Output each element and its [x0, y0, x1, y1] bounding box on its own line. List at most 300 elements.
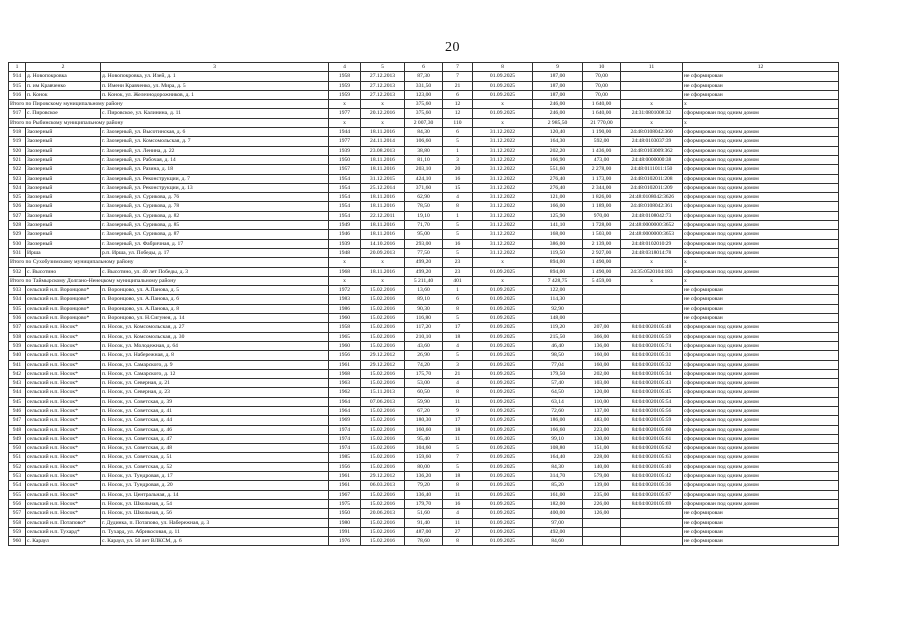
table-cell: п. Конок: [26, 90, 101, 99]
table-cell: 20.09.2013: [361, 248, 405, 257]
table-cell: 84:04:0020105:43: [621, 379, 683, 388]
table-cell: г. Заозерный, ул. Реконструкции, д. 7: [101, 174, 329, 183]
table-cell: сформирован под одним домом: [683, 453, 839, 462]
table-cell: 18.11.2016: [361, 267, 405, 276]
table-cell: не сформирован: [683, 518, 839, 527]
table-row: [9, 193, 839, 202]
table-cell: Заозерный: [26, 221, 101, 230]
table-cell: 31.12.2022: [473, 155, 533, 164]
table-cell: [621, 509, 683, 518]
table-cell: п. Носок, ул. Советская, д. 47: [101, 434, 329, 443]
table-cell: 1954: [329, 202, 361, 211]
table-cell: 929: [9, 230, 26, 239]
table-cell: п. им Кравченко: [26, 81, 101, 90]
table-cell: 1 640,00: [583, 109, 621, 118]
table-cell: сформирован под одним домом: [683, 211, 839, 220]
table-cell: 148,00: [533, 314, 583, 323]
table-cell: с. Пировское, ул. Калинина, д. 11: [101, 109, 329, 118]
table-cell: 940: [9, 351, 26, 360]
table-cell: 938: [9, 332, 26, 341]
table-row: [9, 137, 839, 146]
table-cell: 77,04: [533, 360, 583, 369]
table-cell: 20.06.2013: [361, 509, 405, 518]
table-cell: Заозерный: [26, 193, 101, 202]
table-cell: 46,40: [533, 341, 583, 350]
table-cell: сформирован под одним домом: [683, 267, 839, 276]
table-cell: сельский н.п. Носок*: [26, 472, 101, 481]
table-cell: 77,50: [405, 248, 443, 257]
table-cell: 8: [443, 537, 473, 546]
subtotal-label: Итого по Сухобузимскому муниципальному району: [9, 258, 329, 267]
table-cell: 78,50: [405, 202, 443, 211]
table-cell: 84:04:0020105:74: [621, 341, 683, 350]
table-cell: 24:48:0108042:360: [621, 128, 683, 137]
table-cell: 1960: [329, 341, 361, 350]
table-cell: 1969: [329, 416, 361, 425]
table-cell: 1954: [329, 183, 361, 192]
subtotal-cell: x: [361, 258, 405, 267]
table-cell: 928: [9, 221, 26, 230]
table-cell: 01.09.2025: [473, 537, 533, 546]
table-cell: 202,20: [533, 146, 583, 155]
table-cell: г. Заозерный, ул. Сурикова, д. 85: [101, 221, 329, 230]
table-cell: 24:48:0103009:362: [621, 146, 683, 155]
table-row: [9, 518, 839, 527]
table-cell: 67,20: [405, 406, 443, 415]
table-cell: 84:04:0020105:56: [621, 406, 683, 415]
table-cell: не сформирован: [683, 527, 839, 536]
table-cell: 15.02.2016: [361, 490, 405, 499]
table-cell: [621, 90, 683, 99]
table-cell: 2 344,00: [583, 183, 621, 192]
table-cell: 15.02.2016: [361, 341, 405, 350]
table-cell: [621, 286, 683, 295]
table-cell: 31.12.2022: [473, 248, 533, 257]
table-cell: сформирован под одним домом: [683, 323, 839, 332]
table-cell: не сформирован: [683, 81, 839, 90]
table-cell: сельский н.п. Носок*: [26, 481, 101, 490]
subtotal-cell: 12: [443, 100, 473, 109]
table-cell: 18.11.2016: [361, 165, 405, 174]
table-cell: не сформирован: [683, 314, 839, 323]
table-cell: 930: [9, 239, 26, 248]
table-cell: сельский н.п. Носок*: [26, 499, 101, 508]
table-cell: сформирован под одним домом: [683, 332, 839, 341]
table-cell: сформирован под одним домом: [683, 397, 839, 406]
table-cell: 01.09.2025: [473, 406, 533, 415]
table-cell: 121,00: [533, 193, 583, 202]
table-cell: 84:04:0020105:54: [621, 397, 683, 406]
table-cell: 27.12.2013: [361, 72, 405, 81]
table-cell: [583, 537, 621, 546]
column-header: 4: [329, 63, 361, 72]
table-cell: 1985: [329, 453, 361, 462]
table-cell: 933: [9, 286, 26, 295]
table-cell: 31.12.2022: [473, 239, 533, 248]
table-cell: 70,00: [583, 81, 621, 90]
table-cell: 492,00: [533, 527, 583, 536]
subtotal-label: Итого по Пировскому муниципальному району: [9, 100, 329, 109]
table-row: [9, 434, 839, 443]
table-cell: 592,00: [583, 137, 621, 146]
subtotal-cell: 401: [443, 276, 473, 285]
table-cell: 924: [9, 183, 26, 192]
table-cell: сельский н.п. Носок*: [26, 416, 101, 425]
table-cell: 959: [9, 527, 26, 536]
subtotal-cell: x: [329, 258, 361, 267]
subtotal-cell: x: [683, 100, 839, 109]
table-cell: 01.09.2025: [473, 425, 533, 434]
table-cell: сформирован под одним домом: [683, 137, 839, 146]
table-cell: сформирован под одним домом: [683, 369, 839, 378]
table-cell: сформирован под одним домом: [683, 406, 839, 415]
table-cell: 15.11.2013: [361, 388, 405, 397]
table-cell: п. Носок, ул. Советская, д. 51: [101, 453, 329, 462]
table-cell: 499,20: [405, 267, 443, 276]
table-cell: сформирован под одним домом: [683, 472, 839, 481]
table-cell: 5: [443, 230, 473, 239]
subtotal-cell: 375,60: [405, 100, 443, 109]
table-cell: 15.02.2016: [361, 295, 405, 304]
table-cell: 1 189,00: [583, 202, 621, 211]
table-cell: 01.09.2025: [473, 90, 533, 99]
table-cell: 180,30: [405, 416, 443, 425]
table-cell: п. Носок, ул. Молодежная, д. 64: [101, 341, 329, 350]
table-cell: не сформирован: [683, 304, 839, 313]
column-header: 6: [405, 63, 443, 72]
subtotal-cell: x: [621, 276, 683, 285]
table-cell: сформирован под одним домом: [683, 360, 839, 369]
table-cell: 9: [443, 406, 473, 415]
table-cell: 186,00: [533, 416, 583, 425]
table-row: [9, 155, 839, 164]
table-cell: 70,00: [583, 72, 621, 81]
table-cell: сформирован под одним домом: [683, 490, 839, 499]
table-cell: сформирован под одним домом: [683, 230, 839, 239]
table-cell: 164,40: [533, 453, 583, 462]
table-cell: 952: [9, 462, 26, 471]
table-cell: 24:48:0000000:3653: [621, 230, 683, 239]
table-cell: 1 173,00: [583, 174, 621, 183]
table-cell: д. Новопокровка: [26, 72, 101, 81]
table-cell: сельский н.п. Носок*: [26, 360, 101, 369]
table-cell: 8: [443, 304, 473, 313]
table-cell: 15.02.2016: [361, 537, 405, 546]
subtotal-cell: 21 770,00: [583, 118, 621, 127]
table-cell: 84:04:0020105:36: [621, 481, 683, 490]
table-cell: Заозерный: [26, 211, 101, 220]
table-cell: г. Заозерный, ул. Сурикова, д. 78: [101, 202, 329, 211]
subtotal-cell: 894,00: [533, 258, 583, 267]
table-cell: сформирован под одним домом: [683, 155, 839, 164]
table-cell: 293,00: [405, 239, 443, 248]
table-cell: сформирован под одним домом: [683, 165, 839, 174]
table-cell: 24:48:0108042:73: [621, 211, 683, 220]
table-cell: 136,40: [405, 490, 443, 499]
table-cell: 84:04:0020105:31: [621, 351, 683, 360]
table-cell: п. Носок, ул. Школьная, д. 56: [101, 509, 329, 518]
table-cell: п. Носок, ул. Северная, д. 23: [101, 388, 329, 397]
table-cell: [621, 537, 683, 546]
column-header: 10: [583, 63, 621, 72]
table-cell: 13,60: [405, 286, 443, 295]
table-cell: 31.12.2022: [473, 146, 533, 155]
table-cell: 01.09.2025: [473, 332, 533, 341]
table-cell: 15.02.2016: [361, 286, 405, 295]
table-row: [9, 462, 839, 471]
table-row: [9, 72, 839, 81]
table-cell: [583, 295, 621, 304]
table-cell: 24:48:0000000:3652: [621, 221, 683, 230]
table-cell: 276,40: [533, 183, 583, 192]
table-cell: 15.02.2016: [361, 518, 405, 527]
table-cell: 99,10: [533, 434, 583, 443]
table-cell: 122,00: [533, 286, 583, 295]
table-cell: 31.12.2022: [473, 165, 533, 174]
table-row: [9, 267, 839, 276]
column-header: 3: [101, 63, 329, 72]
table-cell: 136,00: [583, 341, 621, 350]
table-cell: 01.09.2025: [473, 434, 533, 443]
table-cell: г. Дудинка, п. Потапово, ул. Набережная, д. 3: [101, 518, 329, 527]
table-cell: 1974: [329, 444, 361, 453]
table-cell: сельский н.п. Носок*: [26, 323, 101, 332]
table-cell: 01.09.2025: [473, 360, 533, 369]
table-cell: не сформирован: [683, 72, 839, 81]
table-cell: 5: [443, 221, 473, 230]
table-cell: сельский н.п. Носок*: [26, 397, 101, 406]
table-cell: 15.02.2016: [361, 416, 405, 425]
table-cell: 160,00: [583, 360, 621, 369]
table-cell: п. Носок, ул. Советская, д. 48: [101, 444, 329, 453]
table-cell: 84:04:0020105:60: [621, 425, 683, 434]
table-cell: 15.02.2016: [361, 453, 405, 462]
table-cell: 7: [443, 453, 473, 462]
table-cell: Заозерный: [26, 183, 101, 192]
table-cell: Заозерный: [26, 239, 101, 248]
table-cell: 01.09.2025: [473, 481, 533, 490]
table-cell: 1986: [329, 304, 361, 313]
table-cell: сельский н.п. Носок*: [26, 453, 101, 462]
table-cell: 1954: [329, 174, 361, 183]
table-cell: 95,00: [405, 230, 443, 239]
table-cell: сформирован под одним домом: [683, 462, 839, 471]
table-cell: 1991: [329, 527, 361, 536]
table-cell: 159,60: [405, 453, 443, 462]
table-row: [9, 211, 839, 220]
table-cell: сформирован под одним домом: [683, 388, 839, 397]
table-row: [9, 183, 839, 192]
table-row: [9, 453, 839, 462]
table-cell: 6: [443, 128, 473, 137]
table-cell: 314,70: [533, 472, 583, 481]
table-cell: п. Тухард, ул. Абрикосовая, д. 11: [101, 527, 329, 536]
subtotal-cell: x: [329, 276, 361, 285]
table-cell: 956: [9, 499, 26, 508]
table-cell: 23.08.2013: [361, 146, 405, 155]
table-cell: 235,00: [583, 490, 621, 499]
table-cell: с. Высотино, ул. 40 лет Победы, д. 3: [101, 267, 329, 276]
table-cell: 123,00: [405, 90, 443, 99]
table-cell: 1975: [329, 499, 361, 508]
table-cell: п. Носок, ул. Советская, д. 46: [101, 425, 329, 434]
subtotal-cell: x: [473, 118, 533, 127]
table-cell: 01.09.2025: [473, 416, 533, 425]
table-row: [9, 323, 839, 332]
table-cell: 72,60: [533, 406, 583, 415]
table-cell: 934: [9, 295, 26, 304]
table-cell: 78,60: [405, 537, 443, 546]
table-cell: 1950: [329, 509, 361, 518]
table-cell: 1968: [329, 369, 361, 378]
table-cell: не сформирован: [683, 537, 839, 546]
table-cell: 5: [443, 137, 473, 146]
table-cell: 4: [443, 193, 473, 202]
table-cell: 84,30: [533, 462, 583, 471]
table-cell: 79,20: [405, 481, 443, 490]
table-cell: сельский н.п. Потапово*: [26, 518, 101, 527]
table-cell: 1980: [329, 518, 361, 527]
table-cell: 1961: [329, 481, 361, 490]
table-cell: сельский н.п. Воронцово*: [26, 314, 101, 323]
table-cell: [621, 304, 683, 313]
table-cell: 21: [443, 81, 473, 90]
table-cell: 5: [443, 444, 473, 453]
table-row: [9, 295, 839, 304]
table-cell: Заозерный: [26, 155, 101, 164]
table-cell: 2 927,00: [583, 248, 621, 257]
table-cell: 1958: [329, 72, 361, 81]
table-cell: 1: [443, 146, 473, 155]
table-row: [9, 174, 839, 183]
table-cell: п. Носок, ул. Советская, д. 44: [101, 416, 329, 425]
table-cell: 84:04:0020105:40: [621, 462, 683, 471]
table-cell: сельский н.п. Воронцово*: [26, 295, 101, 304]
table-cell: 57,40: [533, 379, 583, 388]
table-cell: 01.09.2025: [473, 286, 533, 295]
table-row: [9, 537, 839, 546]
table-cell: сформирован под одним домом: [683, 416, 839, 425]
table-row: [9, 332, 839, 341]
table-row: [9, 341, 839, 350]
table-cell: 1974: [329, 434, 361, 443]
table-cell: 27: [443, 527, 473, 536]
table-cell: 15.02.2016: [361, 332, 405, 341]
subtotal-cell: x: [473, 100, 533, 109]
table-row: [9, 360, 839, 369]
subtotal-cell: x: [361, 118, 405, 127]
table-cell: 400,00: [533, 509, 583, 518]
subtotal-label: Итого по Рыбинскому муниципальному району: [9, 118, 329, 127]
table-cell: 922: [9, 165, 26, 174]
table-cell: сельский н.п. Носок*: [26, 369, 101, 378]
table-cell: п. Воронцово, ул. А.Панова, д. 5: [101, 286, 329, 295]
table-row: [9, 369, 839, 378]
table-cell: 84:04:0020105:63: [621, 453, 683, 462]
table-cell: 917: [9, 109, 26, 118]
table-cell: 84:04:0020105:42: [621, 472, 683, 481]
table-cell: 246,00: [533, 109, 583, 118]
table-cell: 8: [443, 388, 473, 397]
table-cell: 1958: [329, 323, 361, 332]
subtotal-cell: x: [473, 258, 533, 267]
table-cell: 89,10: [405, 295, 443, 304]
table-cell: 954: [9, 481, 26, 490]
table-cell: сельский н.п. Носок*: [26, 351, 101, 360]
table-cell: 936: [9, 314, 26, 323]
table-cell: сформирован под одним домом: [683, 221, 839, 230]
table-cell: г. Заозерный, ул. Сурикова, д. 87: [101, 230, 329, 239]
table-cell: 3: [443, 360, 473, 369]
table-cell: п. Воронцово, ул. Н.Сигунея, д. 14: [101, 314, 329, 323]
table-cell: 1944: [329, 128, 361, 137]
table-cell: 20: [443, 165, 473, 174]
table-cell: сформирован под одним домом: [683, 434, 839, 443]
subtotal-cell: 7 428,75: [533, 276, 583, 285]
table-cell: 24:48:0318014:78: [621, 248, 683, 257]
table-cell: Заозерный: [26, 165, 101, 174]
table-cell: 1959: [329, 90, 361, 99]
table-cell: сформирован под одним домом: [683, 481, 839, 490]
table-cell: 1964: [329, 406, 361, 415]
subtotal-row: [9, 276, 839, 285]
table-cell: п. Носок, ул. Советская, д. 41: [101, 406, 329, 415]
table-cell: 84:04:0020105:32: [621, 360, 683, 369]
column-header: 11: [621, 63, 683, 72]
table-cell: г. Заозерный, ул. Фабричная, д. 17: [101, 239, 329, 248]
table-cell: сформирован под одним домом: [683, 444, 839, 453]
table-row: [9, 109, 839, 118]
table-cell: 31.12.2022: [473, 202, 533, 211]
table-row: [9, 509, 839, 518]
table-cell: 1939: [329, 146, 361, 155]
table-cell: 223,00: [583, 425, 621, 434]
table-cell: 331,50: [405, 81, 443, 90]
table-cell: 119,20: [533, 323, 583, 332]
table-cell: 187,00: [533, 72, 583, 81]
column-header: 2: [26, 63, 101, 72]
table-cell: 15.02.2016: [361, 462, 405, 471]
subtotal-row: [9, 100, 839, 109]
table-cell: 925: [9, 193, 26, 202]
table-cell: 21: [443, 369, 473, 378]
subtotal-cell: x: [683, 276, 839, 285]
table-cell: 84:04:0020105:62: [621, 444, 683, 453]
table-row: [9, 527, 839, 536]
table-cell: 137,00: [583, 406, 621, 415]
table-cell: 918: [9, 128, 26, 137]
table-cell: 1960: [329, 314, 361, 323]
table-cell: 01.09.2025: [473, 499, 533, 508]
table-cell: п. Воронцово, ул. А.Панова, д. 8: [101, 304, 329, 313]
table-cell: 942: [9, 369, 26, 378]
table-cell: сельский н.п. Носок*: [26, 509, 101, 518]
table-cell: 4: [443, 341, 473, 350]
table-cell: 116,80: [405, 314, 443, 323]
subtotal-cell: 2 985,50: [533, 118, 583, 127]
table-cell: не сформирован: [683, 295, 839, 304]
subtotal-cell: x: [683, 118, 839, 127]
table-cell: д. Новопокровка, ул. Изей, д. 1: [101, 72, 329, 81]
table-cell: 15.02.2016: [361, 369, 405, 378]
table-cell: сельский н.п. Носок*: [26, 434, 101, 443]
table-cell: 1972: [329, 286, 361, 295]
table-cell: 27.12.2013: [361, 81, 405, 90]
table-cell: п. Носок, ул. Тундровая, д. 17: [101, 472, 329, 481]
table-cell: 1983: [329, 295, 361, 304]
subtotal-cell: 499,20: [405, 258, 443, 267]
table-cell: 81,10: [405, 155, 443, 164]
